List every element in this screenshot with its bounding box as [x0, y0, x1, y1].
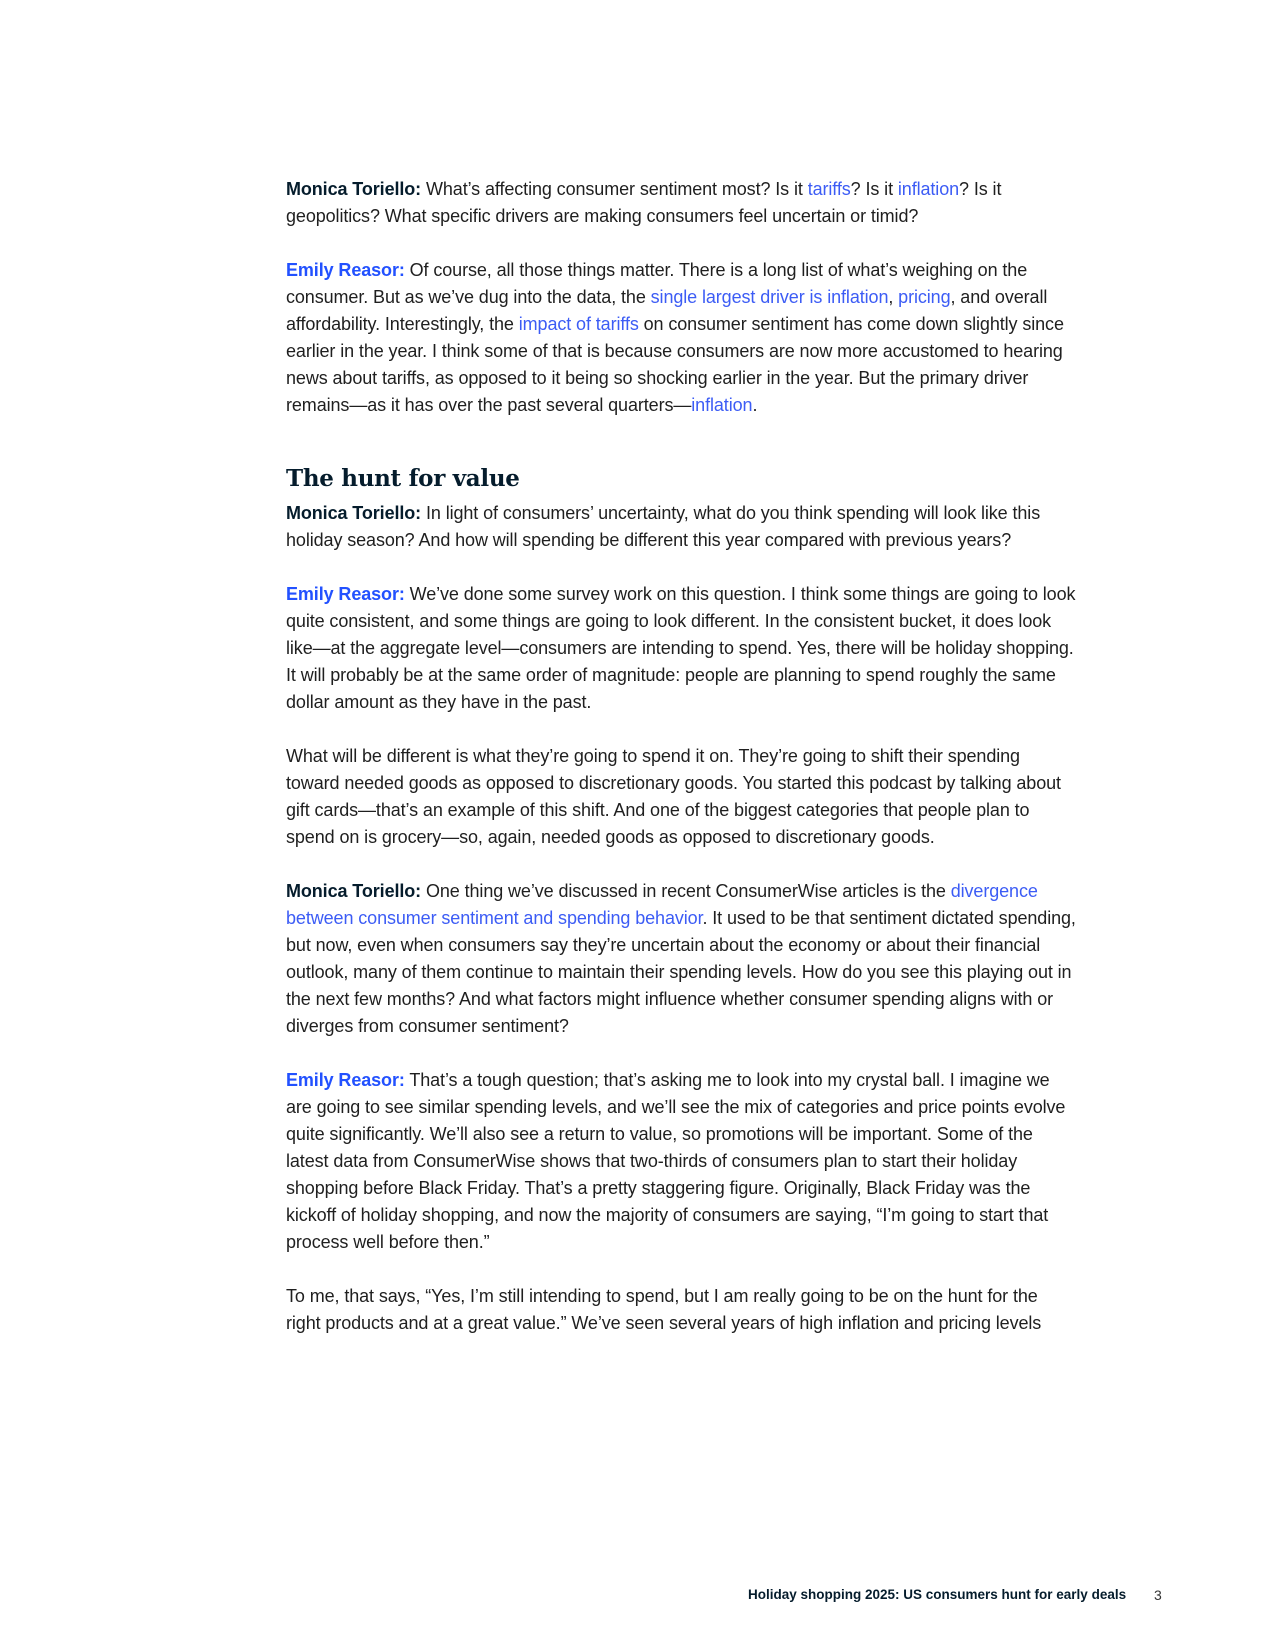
- body-text: .: [752, 395, 758, 415]
- inline-link[interactable]: divergence between consumer sentiment and spending behavior: [286, 881, 1038, 928]
- paragraph: [286, 581, 1076, 716]
- paragraph: [286, 743, 1076, 851]
- inline-link[interactable]: inflation: [897, 179, 960, 199]
- section-heading: The hunt for value: [286, 465, 520, 492]
- speaker-label: Emily Reasor:: [286, 584, 405, 604]
- body-text: What will be different is what they’re going to spend it on. They’re going to shift their spending toward needed goods as opposed to discretionary goods. You started this podcast by talking about gift cards—that’s an example of this shift. And one of the biggest categories that people plan to spend on is grocery—so, again, needed goods as opposed to discretionary goods.: [286, 746, 1061, 847]
- speaker-label: Emily Reasor:: [286, 260, 405, 280]
- body-text: ? Is it geopolitics? What specific drivers are making consumers feel uncertain or timid?: [286, 179, 1002, 226]
- inline-link[interactable]: tariffs: [807, 179, 851, 199]
- body-text: In light of consumers’ uncertainty, what do you think spending will look like this holiday season? And how will spending be different this year compared with previous years?: [286, 503, 1041, 550]
- body-text: One thing we’ve discussed in recent ConsumerWise articles is the: [421, 881, 951, 901]
- footer-title: Holiday shopping 2025: US consumers hunt for early deals: [748, 1587, 1127, 1602]
- page-number: 3: [1154, 1587, 1162, 1603]
- speaker-label: Monica Toriello:: [286, 179, 422, 199]
- paragraph: [286, 257, 1076, 419]
- body-text: ,: [888, 287, 899, 307]
- paragraph: [286, 500, 1076, 554]
- body-text: We’ve done some survey work on this question. I think some things are going to look quite consistent, and some things are going to look different. In the consistent bucket, it does look like—at the aggregate level—consumers are intending to spend. Yes, there will be holiday shopping. It will probably be at the same order of magnitude: people are planning to spend roughly the same dollar amount as they have in the past.: [286, 584, 1076, 712]
- body-text: on consumer sentiment has come down slightly since earlier in the year. I think some of that is because consumers are now more accustomed to hearing news about tariffs, as opposed to it being so shocking earlier in the year. But the primary driver remains—as it has over the past several quarters—: [286, 314, 1064, 415]
- body-text: To me, that says, “Yes, I’m still intending to spend, but I am really going to be on the hunt for the right products and at a great value.” We’ve seen several years of high inflation and pricing levels: [286, 1286, 1042, 1333]
- body-text: , and overall affordability. Interestingly, the: [286, 287, 1048, 334]
- speaker-label: Emily Reasor:: [286, 1070, 405, 1090]
- body-text: ? Is it: [850, 179, 898, 199]
- inline-link[interactable]: inflation: [691, 395, 753, 415]
- speaker-label: Monica Toriello:: [286, 881, 422, 901]
- paragraph: [286, 1067, 1076, 1256]
- inline-link[interactable]: pricing: [898, 287, 951, 307]
- body-text: What’s affecting consumer sentiment most? Is it: [421, 179, 808, 199]
- paragraph: [286, 1283, 1076, 1337]
- speaker-label: Monica Toriello:: [286, 503, 422, 523]
- paragraph: [286, 878, 1076, 1040]
- inline-link[interactable]: impact of tariffs: [518, 314, 639, 334]
- body-text: . It used to be that sentiment dictated spending, but now, even when consumers say they’re uncertain about the economy or about their financial outlook, many of them continue to maintain their spending levels. How do you see this playing out in the next few months? And what factors might influence whether consumer spending aligns with or diverges from consumer sentiment?: [286, 908, 1076, 1036]
- body-text: That’s a tough question; that’s asking me to look into my crystal ball. I imagine we are going to see similar spending levels, and we’ll see the mix of categories and price points evolve quite significantly. We’ll also see a return to value, so promotions will be important. Some of the latest data from ConsumerWise shows that two-thirds of consumers plan to start their holiday shopping before Black Friday. That’s a pretty staggering figure. Originally, Black Friday was the kickoff of holiday shopping, and now the majority of consumers are saying, “I’m going to start that process well before then.”: [286, 1070, 1066, 1252]
- body-text: Of course, all those things matter. There is a long list of what’s weighing on the consumer. But as we’ve dug into the data, the: [286, 260, 1028, 307]
- inline-link[interactable]: single largest driver is inflation: [650, 287, 889, 307]
- paragraph: [286, 176, 1076, 230]
- article-body: [286, 176, 1076, 1364]
